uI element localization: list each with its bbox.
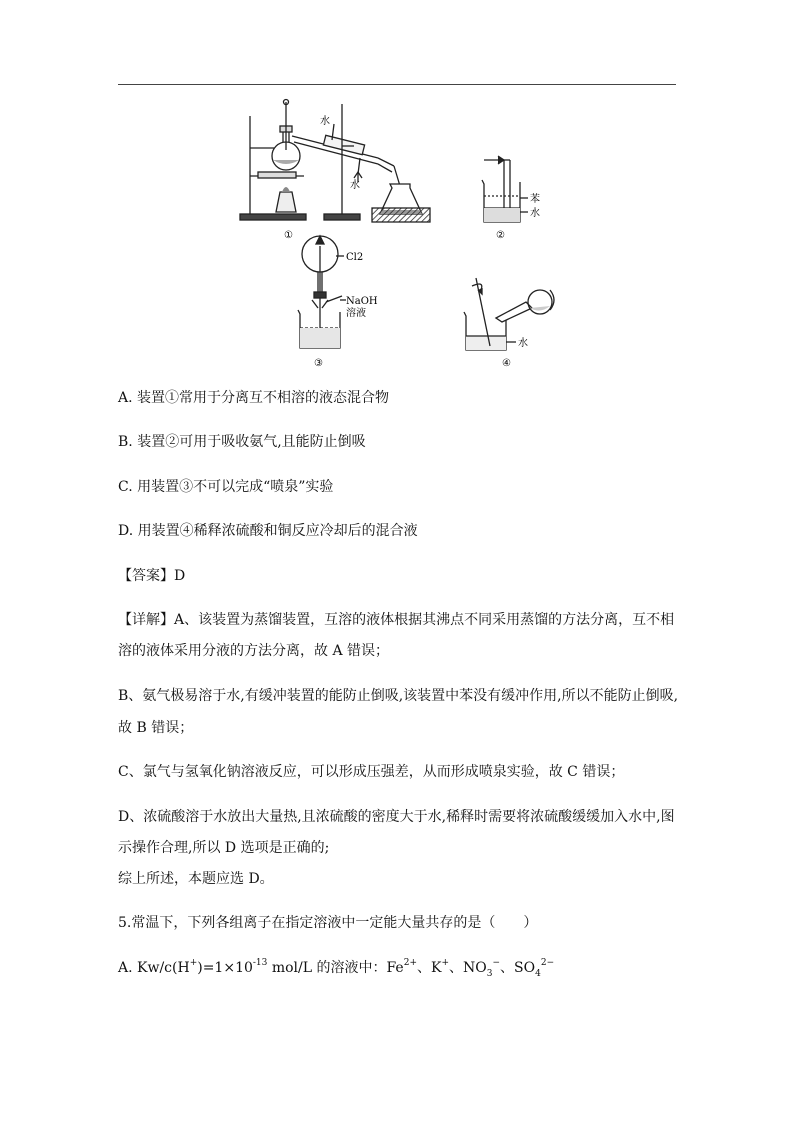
- explanation-c: C、氯气与氢氧化钠溶液反应，可以形成压强差，从而形成喷泉实验，故 C 错误；: [118, 764, 625, 780]
- question5-option-a: A. $Kw/c(H^+)=1\times 10^{-13}$ mol/L 的溶液中：$Fe^{2+}$、K+、$NO_3^-$、$SO_4^{2-}$: [118, 958, 555, 979]
- label-num2: ②: [496, 230, 505, 241]
- explanation-d-line2: 示操作合理,所以 D 选项是正确的;: [118, 840, 330, 856]
- apparatus-figure: [230, 96, 570, 372]
- distillation-apparatus: [240, 100, 430, 223]
- label-water-top: 水: [320, 116, 330, 127]
- explanation-d-line1: D、浓硫酸溶于水放出大量热,且浓硫酸的密度大于水,稀释时需要将浓硫酸缓缓加入水中,图: [118, 809, 675, 825]
- absorption-beaker: [482, 156, 528, 222]
- option-d: D. 用装置④稀释浓硫酸和铜反应冷却后的混合液: [118, 523, 418, 539]
- dilution-apparatus: [464, 278, 554, 350]
- label-water4: 水: [518, 338, 528, 349]
- fountain-apparatus: [298, 236, 346, 348]
- question5-stem: 5.常温下，下列各组离子在指定溶液中一定能大量共存的是（ ）: [118, 915, 538, 931]
- label-num4: ④: [502, 358, 511, 369]
- label-water-bottom: 水: [350, 180, 360, 191]
- answer: 【答案】D: [118, 568, 186, 584]
- option-c: C. 用装置③不可以完成“喷泉”实验: [118, 479, 334, 495]
- label-benzene: 苯: [530, 194, 540, 205]
- explanation-summary: 综上所述，本题应选 D。: [118, 871, 274, 887]
- label-water2: 水: [530, 208, 540, 219]
- label-naoh-solution: 溶液: [346, 308, 366, 319]
- label-cl2: Cl2: [346, 252, 364, 263]
- label-num1: ①: [284, 230, 293, 241]
- explanation-a-line1: 【详解】A、该装置为蒸馏装置，互溶的液体根据其沸点不同采用蒸馏的方法分离，互不相: [118, 612, 675, 628]
- pouring-flask: [496, 302, 532, 322]
- stand-base: [240, 214, 306, 220]
- option-a: A. 装置①常用于分离互不相溶的液态混合物: [118, 390, 390, 406]
- label-naoh: NaOH: [346, 296, 378, 307]
- explanation-b-line1: B、氨气极易溶于水,有缓冲装置的能防止倒吸,该装置中苯没有缓冲作用,所以不能防止倒吸,: [118, 688, 679, 704]
- option-b: B. 装置②可用于吸收氨气,且能防止倒吸: [118, 434, 366, 450]
- header-rule: [118, 84, 676, 85]
- explanation-a-line2: 溶的液体采用分液的方法分离，故 A 错误；: [118, 643, 390, 659]
- alcohol-lamp: [276, 192, 296, 212]
- label-num3: ③: [314, 358, 323, 369]
- explanation-b-line2: 故 B 错误；: [118, 720, 194, 736]
